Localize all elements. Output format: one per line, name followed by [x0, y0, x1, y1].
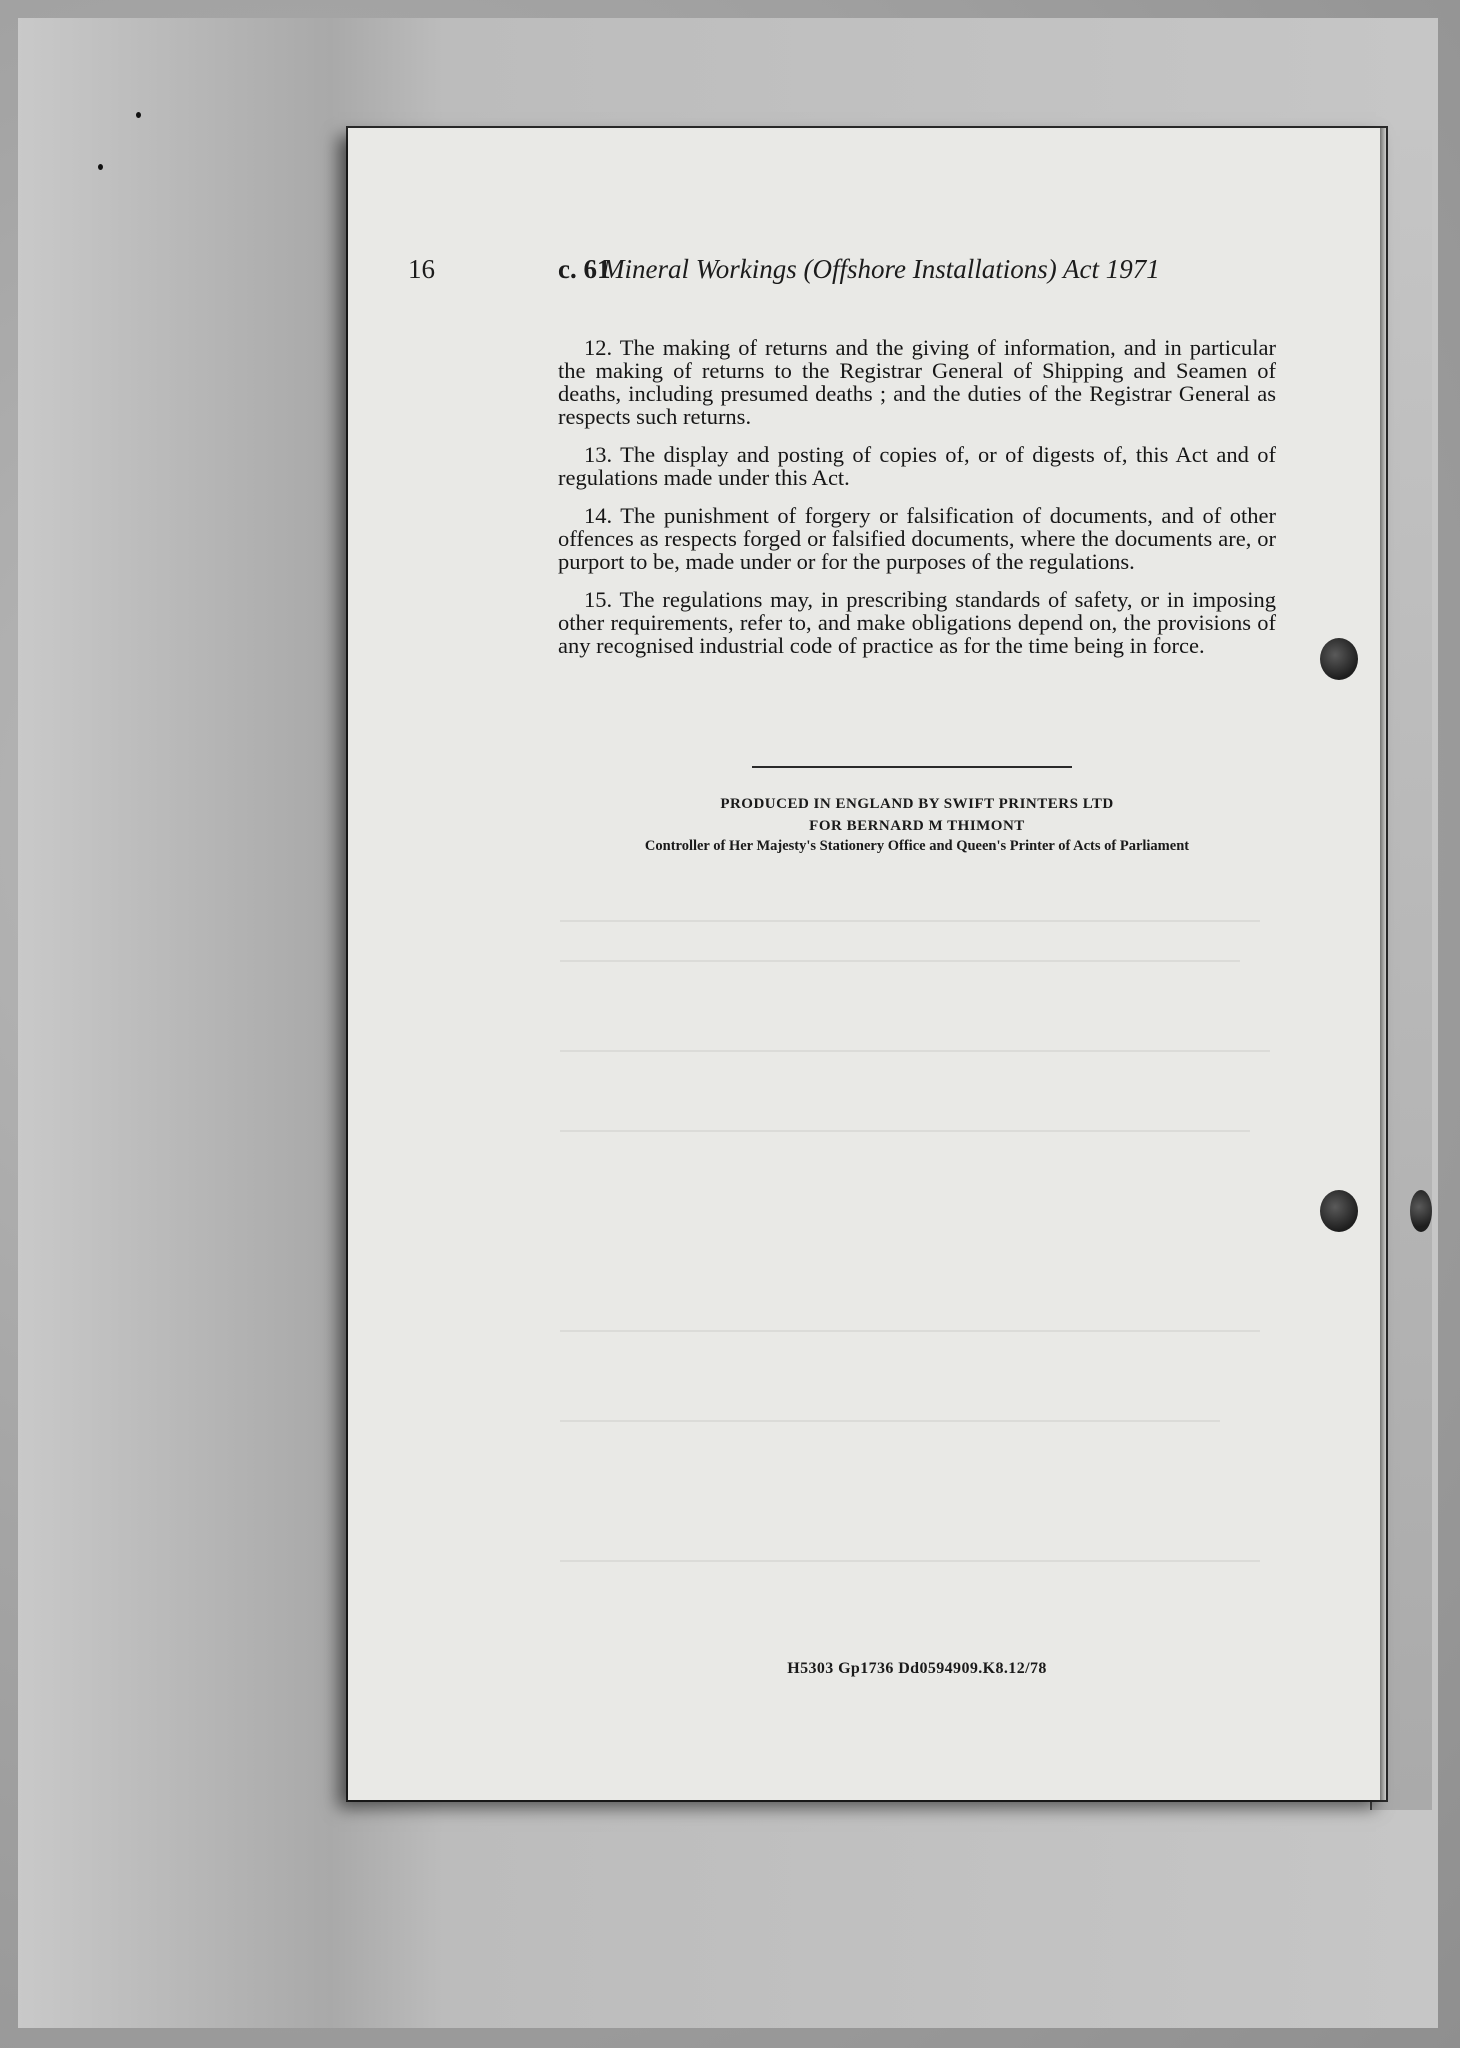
paragraph-13: 13. The display and posting of copies of, or of digests of, this Act and of regulations made under this Act.: [558, 442, 1276, 490]
punch-hole-bottom: [1320, 1190, 1358, 1232]
bleed-through-line: [560, 1050, 1270, 1052]
back-sheet-punch-hole: [1410, 1190, 1432, 1232]
bleed-through-line: [560, 1420, 1220, 1422]
chapter-number: c. 61: [558, 254, 611, 284]
scan-speck: [98, 164, 103, 170]
imprint-producer: PRODUCED IN ENGLAND BY SWIFT PRINTERS LTD: [720, 796, 1114, 812]
page-number: 16: [408, 254, 435, 284]
paragraph-12: 12. The making of returns and the giving of information, and in particular the making of returns to the Registrar General of Shipping and Seamen of deaths, including presumed deaths ; and the duties of the Registrar General as respects such returns.: [558, 335, 1276, 429]
paragraph-14: 14. The punishment of forgery or falsification of documents, and of other offences as respects forged or falsified documents, where the documents are, or purport to be, made under or for the purposes of the regulations.: [558, 503, 1276, 574]
bleed-through-line: [560, 960, 1240, 962]
imprint-for: FOR BERNARD M THIMONT: [809, 818, 1025, 834]
scan-speck: [136, 112, 141, 118]
bleed-through-line: [560, 1130, 1250, 1132]
bleed-through-line: [560, 920, 1260, 922]
bleed-through-line: [560, 1330, 1260, 1332]
punch-hole-top: [1320, 638, 1358, 680]
printer-code: H5303 Gp1736 Dd0594909.K8.12/78: [787, 1660, 1047, 1677]
imprint-controller: Controller of Her Majesty's Stationery Office and Queen's Printer of Acts of Parliament: [644, 838, 1190, 854]
act-title: Mineral Workings (Offshore Installations) Act 1971: [602, 254, 1160, 284]
body-text: [558, 336, 1276, 672]
paragraph-15: 15. The regulations may, in prescribing standards of safety, or in imposing other requirements, refer to, and make obligations depend on, the provisions of any recognised industrial code of practice as for the time being in force.: [558, 587, 1276, 658]
page-edge-shadow: [1380, 128, 1388, 1800]
bleed-through-line: [560, 1560, 1260, 1562]
section-divider: [752, 766, 1072, 768]
